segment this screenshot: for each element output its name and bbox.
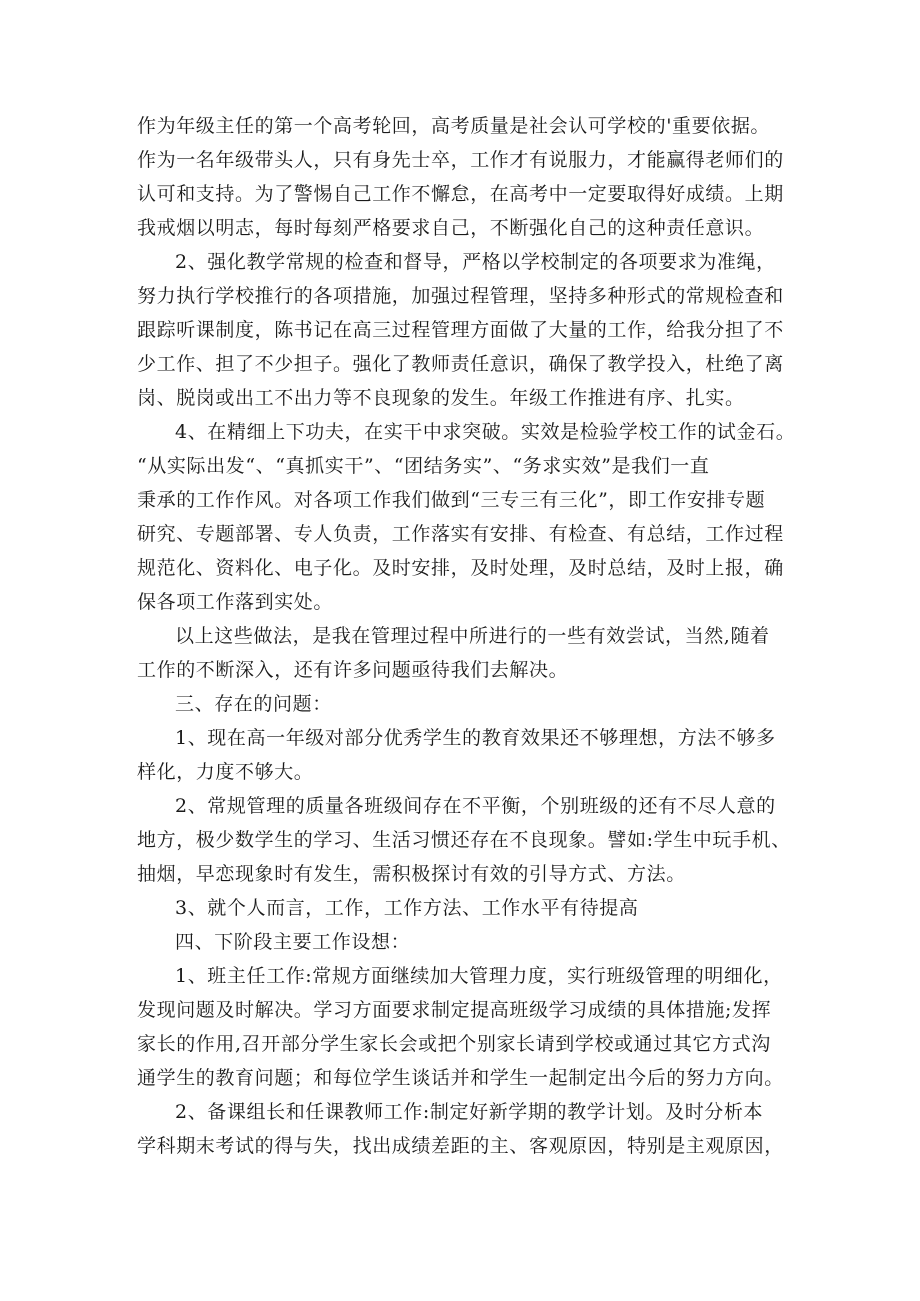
text-line: 以上这些做法，是我在管理过程中所进行的一些有效尝试，当然,随着: [175, 625, 770, 647]
paragraph-problem-1: [137, 721, 797, 789]
text-line: 地方，极少数学生的学习、生活习惯还存在不良现象。譬如:学生中玩手机、: [137, 829, 791, 851]
document-page: [137, 109, 797, 1163]
text-line: 家长的作用,召开部分学生家长会或把个别家长请到学校或通过其它方式沟: [137, 1033, 771, 1055]
paragraph-plan-1: [137, 959, 797, 1095]
text-line: 2、强化教学常规的检查和督导，严格以学校制定的各项要求为准绳，: [175, 251, 776, 273]
text-line: 发现问题及时解决。学习方面要求制定提高班级学习成绩的具体措施;发挥: [137, 999, 772, 1021]
text-line: 我戒烟以明志，每时每刻严格要求自己，不断强化自己的这种责任意识。: [137, 217, 765, 239]
text-line: 三、存在的问题：: [175, 693, 332, 715]
text-line: 样化，力度不够大。: [137, 761, 314, 783]
text-line: 四、下阶段主要工作设想：: [175, 931, 411, 953]
paragraph-problem-2: [137, 789, 797, 891]
paragraph-heading-3: [137, 687, 797, 721]
text-line: “从实际出发“、“真抓实干”、“团结务实”、“务求实效”是我们一直: [137, 455, 710, 477]
paragraph-item-2: [137, 245, 797, 415]
text-line: 学科期末考试的得与失，找出成绩差距的主、客观原因，特别是主观原因，: [137, 1135, 784, 1157]
text-line: 工作的不断深入，还有许多问题亟待我们去解决。: [137, 659, 569, 681]
text-line: 少工作、担了不少担子。强化了教师责任意识，确保了教学投入，杜绝了离: [137, 353, 784, 375]
text-line: 2、常规管理的质量各班级间存在不平衡，个别班级的还有不尽人意的: [175, 795, 776, 817]
text-line: 认可和支持。为了警惕自己工作不懈怠，在高考中一定要取得好成绩。上期: [137, 183, 784, 205]
text-line: 岗、脱岗或出工不出力等不良现象的发生。年级工作推进有序、扎实。: [137, 387, 745, 409]
paragraph-heading-4: [137, 925, 797, 959]
paragraph-problem-3: [137, 891, 797, 925]
text-line: 1、现在高一年级对部分优秀学生的教育效果还不够理想，方法不够多: [175, 727, 776, 749]
text-line: 1、班主任工作:常规方面继续加大管理力度，实行班级管理的明细化，: [175, 965, 783, 987]
text-line: 努力执行学校推行的各项措施，加强过程管理，坚持多种形式的常规检查和: [137, 285, 784, 307]
text-line: 作为年级主任的第一个高考轮回，高考质量是社会认可学校的'重要依据。: [137, 115, 771, 137]
text-line: 秉承的工作作风。对各项工作我们做到“三专三有三化”，即工作安排专题: [137, 489, 766, 511]
text-line: 作为一名年级带头人，只有身先士卒，工作才有说服力，才能赢得老师们的: [137, 149, 784, 171]
text-line: 规范化、资料化、电子化。及时安排，及时处理，及时总结，及时上报，确: [137, 557, 784, 579]
paragraph-intro-continued: [137, 109, 797, 245]
paragraph-plan-2: [137, 1095, 797, 1163]
text-line: 跟踪听课制度，陈书记在高三过程管理方面做了大量的工作，给我分担了不: [137, 319, 784, 341]
paragraph-summary: [137, 619, 797, 687]
text-line: 通学生的教育问题；和每位学生谈话并和学生一起制定出今后的努力方向。: [137, 1067, 784, 1089]
text-line: 抽烟，早恋现象时有发生，需积极探讨有效的引导方式、方法。: [137, 863, 686, 885]
text-line: 3、就个人而言，工作，工作方法、工作水平有待提高: [175, 897, 639, 919]
text-line: 2、备课组长和任课教师工作:制定好新学期的教学计划。及时分析本: [175, 1101, 764, 1123]
text-line: 4、在精细上下功夫，在实干中求突破。实效是检验学校工作的试金石。: [175, 421, 796, 443]
text-line: 研究、专题部署、专人负责，工作落实有安排、有检查、有总结，工作过程: [137, 523, 784, 545]
paragraph-item-4: [137, 415, 797, 619]
text-line: 保各项工作落到实处。: [137, 591, 334, 613]
